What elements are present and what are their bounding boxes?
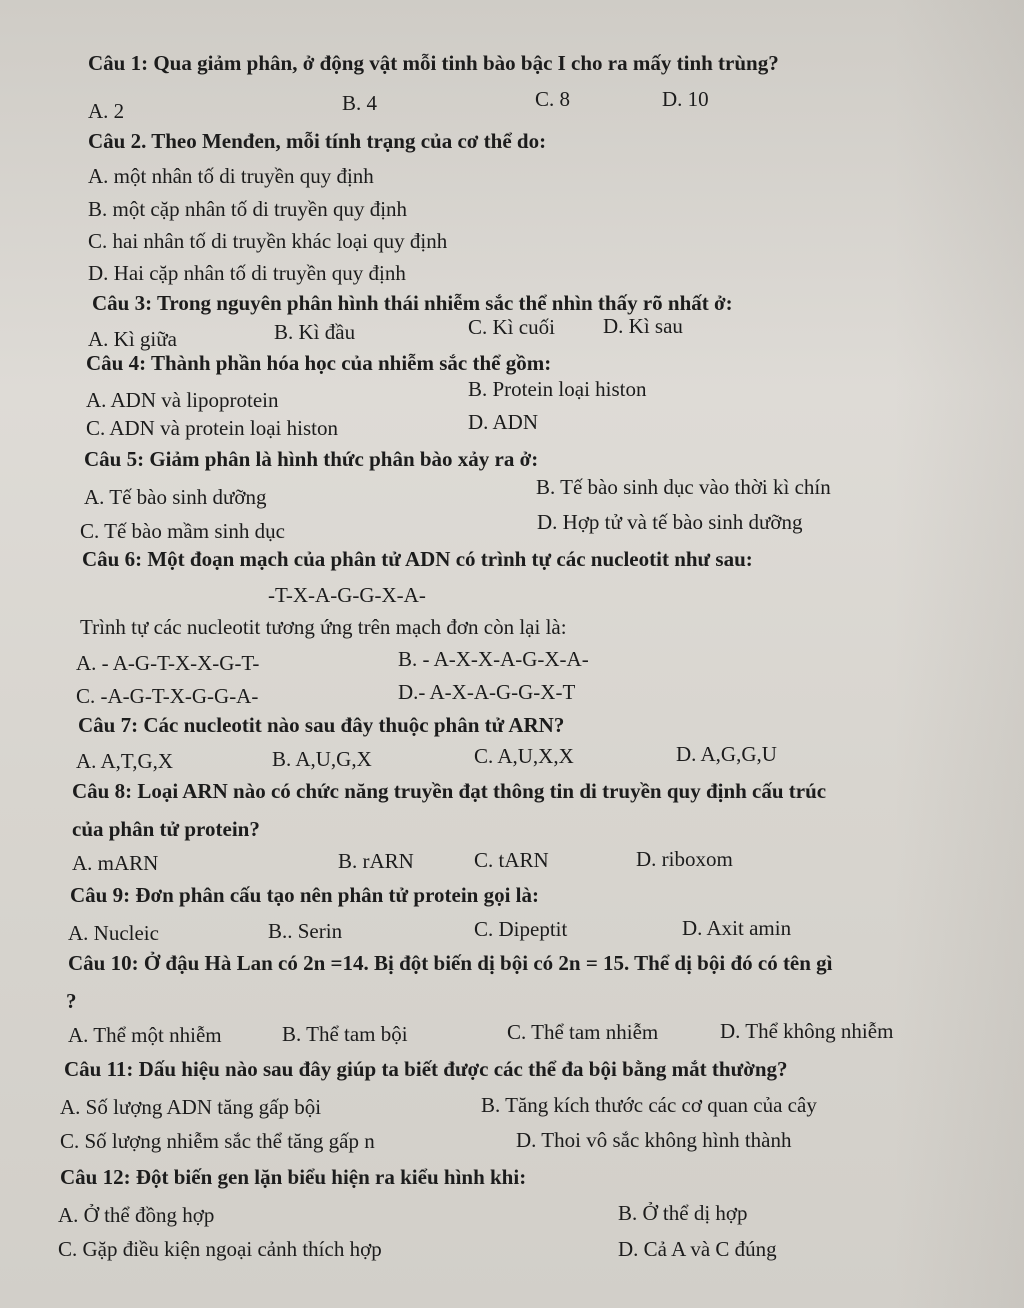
question-11-option-a: A. Số lượng ADN tăng gấp bội — [60, 1095, 322, 1119]
question-1-option-d: D. 10 — [662, 87, 709, 111]
question-11-option-d: D. Thoi vô sắc không hình thành — [516, 1128, 792, 1152]
question-12-title: Câu 12: Đột biến gen lặn biểu hiện ra kiểu hình khi: — [60, 1165, 527, 1189]
question-8-title-line1: Câu 8: Loại ARN nào có chức năng truyền đạt thông tin di truyền quy định cấu trúc — [72, 779, 827, 803]
question-6-option-d: D.- A-X-A-G-G-X-T — [398, 680, 576, 704]
question-6-prompt: Trình tự các nucleotit tương ứng trên mạch đơn còn lại là: — [80, 615, 567, 639]
question-5-option-d: D. Hợp tử và tế bào sinh dưỡng — [537, 510, 803, 534]
question-4-option-c: C. ADN và protein loại histon — [86, 416, 338, 440]
question-9-option-d: D. Axit amin — [682, 916, 792, 940]
question-2-option-a: A. một nhân tố di truyền quy định — [88, 164, 374, 188]
question-8-option-a: A. mARN — [72, 851, 159, 875]
question-12-option-a: A. Ở thể đồng hợp — [58, 1203, 215, 1227]
question-3-option-b: B. Kì đầu — [274, 320, 356, 344]
question-2-option-d: D. Hai cặp nhân tố di truyền quy định — [88, 261, 406, 285]
question-6-option-a: A. - A-G-T-X-X-G-T- — [76, 651, 260, 675]
question-6-option-c: C. -A-G-T-X-G-G-A- — [76, 684, 259, 708]
question-12-option-c: C. Gặp điều kiện ngoại cảnh thích hợp — [58, 1237, 382, 1261]
question-2-option-b: B. một cặp nhân tố di truyền quy định — [88, 197, 408, 221]
question-11-option-c: C. Số lượng nhiễm sắc thể tăng gấp n — [60, 1129, 375, 1153]
question-4-option-a: A. ADN và lipoprotein — [86, 388, 279, 412]
question-6-sequence: -T-X-A-G-G-X-A- — [268, 583, 426, 607]
question-8-option-c: C. tARN — [474, 848, 549, 872]
question-12-option-b: B. Ở thể dị hợp — [618, 1201, 748, 1225]
question-4-option-d: D. ADN — [468, 410, 539, 434]
question-5-title: Câu 5: Giảm phân là hình thức phân bào xảy ra ở: — [84, 447, 539, 471]
question-5-option-c: C. Tế bào mầm sinh dục — [80, 519, 285, 543]
question-11-title: Câu 11: Dấu hiệu nào sau đây giúp ta biết được các thể đa bội bằng mắt thường? — [64, 1057, 788, 1081]
question-10-option-a: A. Thể một nhiễm — [68, 1023, 222, 1047]
question-4-title: Câu 4: Thành phần hóa học của nhiễm sắc thể gồm: — [86, 351, 552, 375]
question-7-option-c: C. A,U,X,X — [474, 744, 574, 768]
question-8-option-d: D. riboxom — [636, 847, 733, 871]
question-9-option-c: C. Dipeptit — [474, 917, 568, 941]
question-5-option-b: B. Tế bào sinh dục vào thời kì chín — [536, 475, 831, 499]
question-5-option-a: A. Tế bào sinh dưỡng — [84, 485, 267, 509]
question-7-title: Câu 7: Các nucleotit nào sau đây thuộc phân tử ARN? — [78, 713, 565, 737]
question-4-option-b: B. Protein loại histon — [468, 377, 647, 401]
question-2-option-c: C. hai nhân tố di truyền khác loại quy định — [88, 229, 448, 253]
question-10-title-line1: Câu 10: Ở đậu Hà Lan có 2n =14. Bị đột biến dị bội có 2n = 15. Thể dị bội đó có tên gì — [68, 951, 833, 975]
question-10-option-c: C. Thể tam nhiễm — [507, 1020, 659, 1044]
question-10-title-line2: ? — [66, 989, 77, 1013]
question-9-title: Câu 9: Đơn phân cấu tạo nên phân tử protein gọi là: — [70, 883, 540, 907]
question-1-option-c: C. 8 — [535, 87, 571, 111]
question-11-option-b: B. Tăng kích thước các cơ quan của cây — [481, 1093, 817, 1117]
question-6-title: Câu 6: Một đoạn mạch của phân tử ADN có trình tự các nucleotit như sau: — [82, 547, 753, 571]
question-7-option-b: B. A,U,G,X — [272, 747, 372, 771]
question-1-title: Câu 1: Qua giảm phân, ở động vật mỗi tinh bào bậc I cho ra mấy tinh trùng? — [88, 51, 779, 75]
question-8-option-b: B. rARN — [338, 849, 414, 873]
question-10-option-b: B. Thể tam bội — [282, 1022, 408, 1046]
question-8-title-line2: của phân tử protein? — [72, 817, 260, 841]
question-3-title: Câu 3: Trong nguyên phân hình thái nhiễm sắc thể nhìn thấy rõ nhất ở: — [92, 291, 733, 315]
question-7-option-d: D. A,G,G,U — [676, 742, 777, 766]
question-3-option-a: A. Kì giữa — [88, 327, 177, 351]
question-3-option-c: C. Kì cuối — [468, 315, 555, 339]
question-7-option-a: A. A,T,G,X — [76, 749, 174, 773]
question-2-title: Câu 2. Theo Menđen, mỗi tính trạng của cơ thể do: — [88, 129, 547, 153]
question-1-option-a: A. 2 — [88, 99, 125, 123]
question-9-option-a: A. Nucleic — [68, 921, 159, 945]
question-1-option-b: B. 4 — [342, 91, 378, 115]
question-10-option-d: D. Thể không nhiễm — [720, 1019, 894, 1043]
question-6-option-b: B. - A-X-X-A-G-X-A- — [398, 647, 589, 671]
page-edge-shadow — [894, 0, 1024, 1308]
question-3-option-d: D. Kì sau — [603, 314, 683, 338]
question-12-option-d: D. Cả A và C đúng — [618, 1237, 777, 1261]
question-9-option-b: B.. Serin — [268, 919, 343, 943]
